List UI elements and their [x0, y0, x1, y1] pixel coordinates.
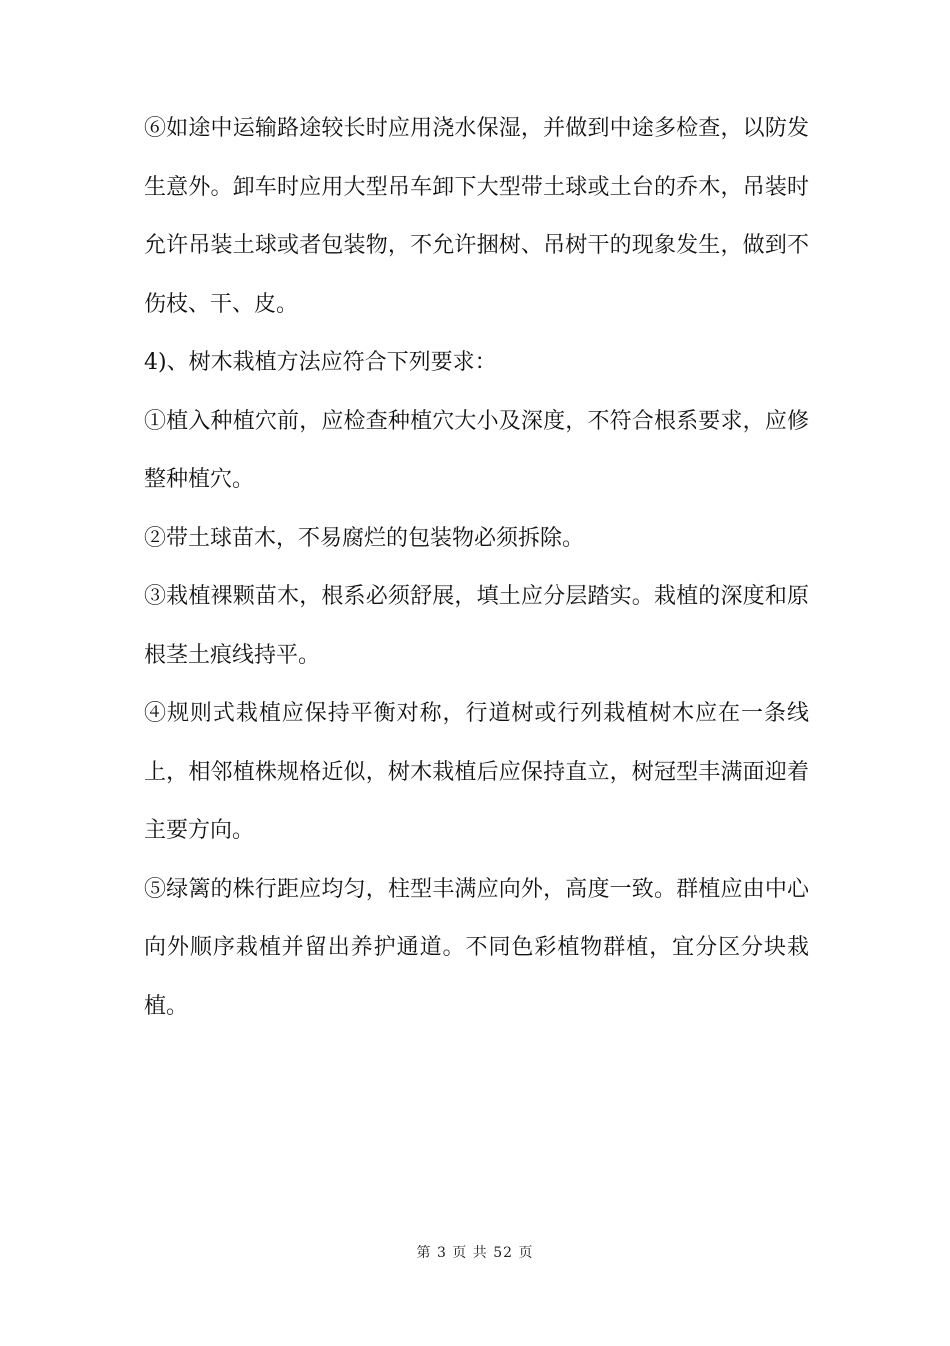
paragraph-regular-planting: ④规则式栽植应保持平衡对称，行道树或行列栽植树木应在一条线上，相邻植株规格近似，树木栽植后应保持直立，树冠型丰满面迎着主要方向。 [144, 701, 809, 843]
paragraph-root-ball-packaging: ②带土球苗木，不易腐烂的包装物必须拆除。 [144, 525, 585, 551]
paragraph-bare-root-planting: ③栽植裸颗苗木，根系必须舒展，填土应分层踏实。栽植的深度和原根茎土痕线持平。 [144, 584, 809, 668]
document-body [144, 100, 809, 1036]
paragraph-hedge-group-planting: ⑤绿篱的株行距应均匀，柱型丰满应向外，高度一致。群植应由中心向外顺序栽植并留出养护通道。不同色彩植物群植，宜分区分块栽植。 [144, 876, 809, 1019]
paragraph-planting-hole-check: ①植入种植穴前，应检查种植穴大小及深度，不符合根系要求，应修整种植穴。 [144, 408, 809, 492]
page-number-footer: 第 3 页 共 52 页 [416, 1245, 534, 1261]
paragraph-transport-unloading: ⑥如途中运输路途较长时应用浇水保湿，并做到中途多检查，以防发生意外。卸车时应用大型吊车卸下大型带土球或土台的乔木，吊装时允许吊装土球或者包装物，不允许捆树、吊树干的现象发生，做到不伤枝、干、皮。 [144, 116, 809, 317]
paragraph-planting-methods-heading: 4)、树木栽植方法应符合下列要求： [144, 350, 497, 375]
